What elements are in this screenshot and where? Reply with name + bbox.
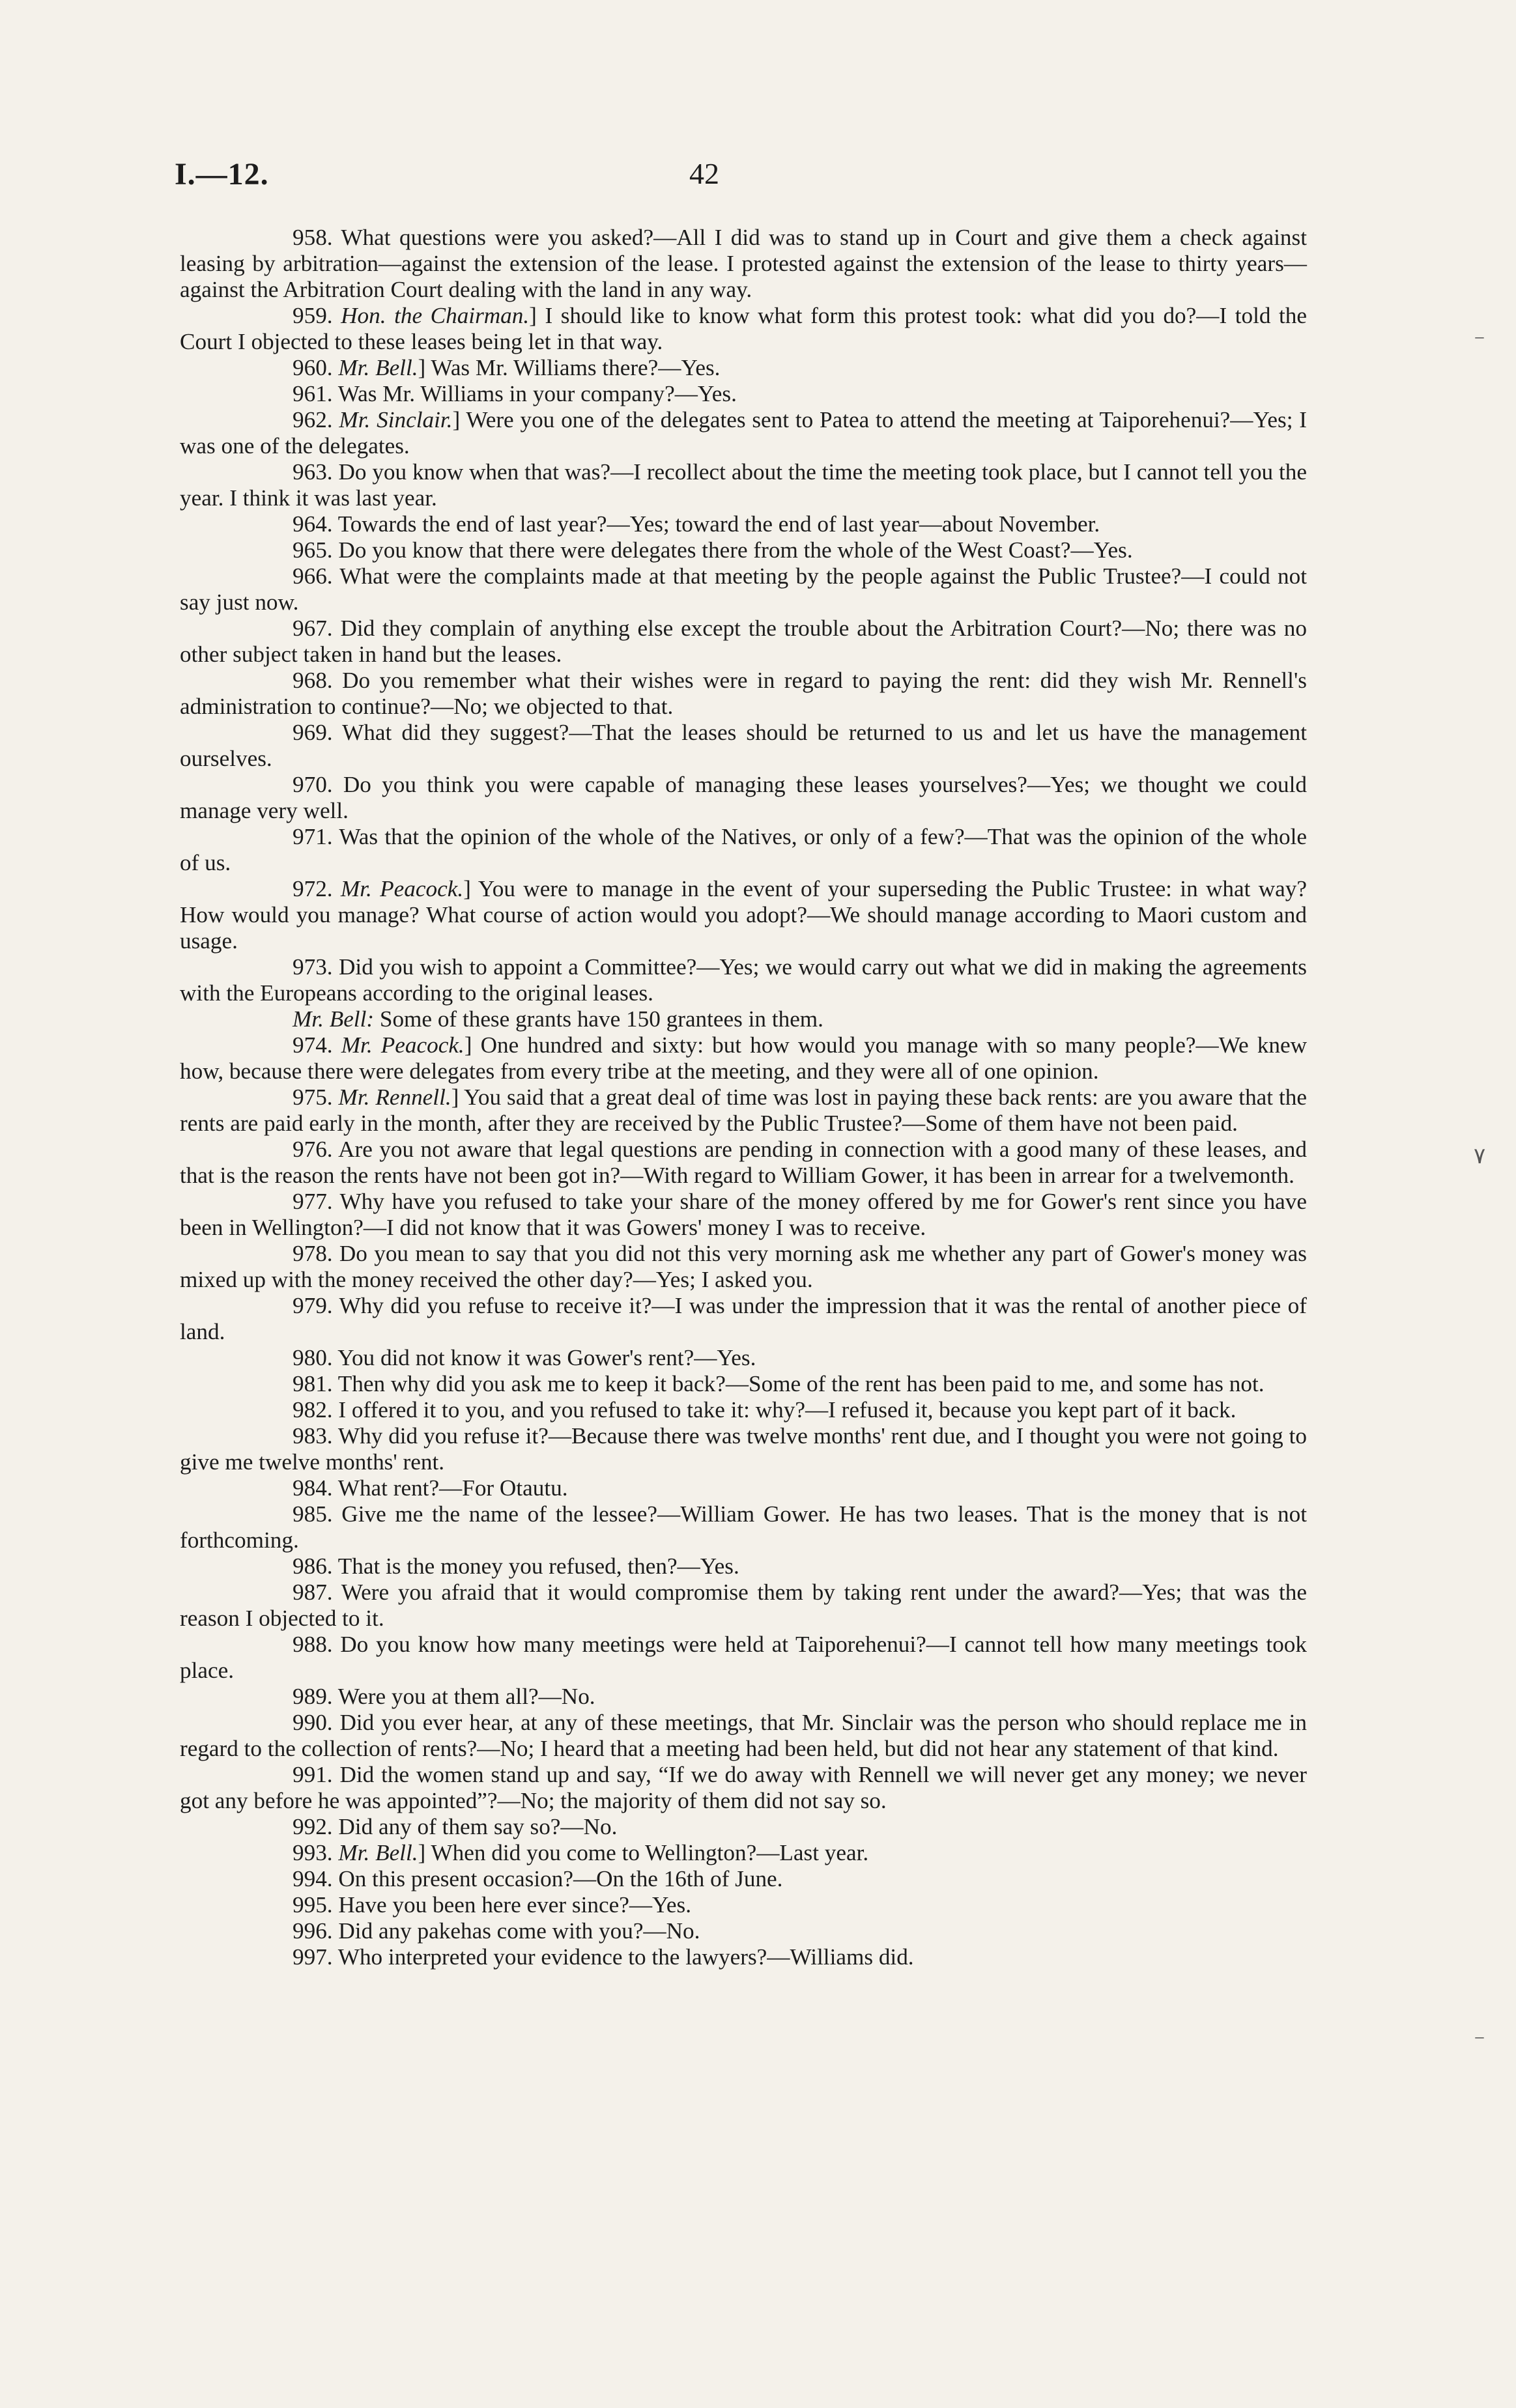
paragraph-text: 968. Do you remember what their wishes were in regard to paying the rent: did they wish Mr. Rennell's administration to continue?—No; we objected to that. [180,668,1307,719]
paragraph-text: 973. Did you wish to appoint a Committee?—Yes; we would carry out what we did in making the agreements with the Europeans according to the original leases. [180,954,1307,1006]
paragraph-text: ] I should like to know what form this protest took: what did you do?—I told the Court I objected to these leases being let in that way. [180,303,1308,354]
paragraph-text: 985. Give me the name of the lessee?—William Gower. He has two leases. That is the money that is not forthcoming. [180,1501,1307,1553]
paragraph [180,1241,1307,1293]
paragraph-text: 964. Towards the end of last year?—Yes; toward the end of last year—about November. [293,511,1100,537]
speaker-name: Mr. Sinclair. [339,407,453,432]
paragraph-text: 974. [293,1032,341,1058]
paragraph [180,1762,1307,1814]
paragraph-text: 970. Do you think you were capable of managing these leases yourselves?—Yes; we thought we could manage very well. [180,772,1307,823]
paragraph [180,616,1307,668]
paragraph-text: 963. Do you know when that was?—I recollect about the time the meeting took place, but I cannot tell you the year. I think it was last year. [180,459,1307,511]
paragraph-text: 960. [293,355,339,380]
paragraph-text: 984. What rent?—For Otautu. [293,1475,568,1501]
paragraph-text: 981. Then why did you ask me to keep it back?—Some of the rent has been paid to me, and some has not. [293,1371,1265,1396]
paragraph-text: 997. Who interpreted your evidence to the lawyers?—Williams did. [293,1944,914,1970]
paragraph [180,1866,1307,1892]
paragraph [180,459,1307,511]
paragraph-text: 969. What did they suggest?—That the leases should be returned to us and let us have the management ourselves. [180,720,1307,771]
paragraph-text: ] You were to manage in the event of your superseding the Public Trustee: in what way? How would you manage? What course of action would you adopt?—We should manage according to Maori custom and usage. [180,876,1307,954]
paragraph [180,1579,1307,1632]
paragraph [180,407,1307,459]
paragraph-text: 990. Did you ever hear, at any of these meetings, that Mr. Sinclair was the person who should replace me in regard to the collection of rents?—No; I heard that a meeting had been held, but did not hear any statement of that kind. [180,1710,1307,1761]
paragraph-text: ] Was Mr. Williams there?—Yes. [418,355,721,380]
paragraph [180,563,1307,616]
paragraph-text: 975. [293,1084,339,1110]
margin-mark: ⁻ [1474,330,1485,354]
speaker-name: Hon. the Chairman. [341,303,530,328]
paragraph-text: 976. Are you not aware that legal questions are pending in connection with a good many of these leases, and that is the reason the rents have not been got in?—With regard to William Gower, it has been in arrear for a twelvemonth. [180,1137,1307,1188]
paragraph-text: 959. [293,303,341,328]
paragraph [180,303,1307,355]
document-reference: I.—12. [175,157,269,191]
paragraph [180,537,1307,563]
paragraph [180,1501,1307,1553]
paragraph-text: 993. [293,1840,339,1865]
document-body [180,225,1307,1970]
paragraph [180,1918,1307,1944]
paragraph [180,1840,1307,1866]
paragraph-text: 986. That is the money you refused, then?—Yes. [293,1553,739,1579]
paragraph [180,1684,1307,1710]
paragraph [180,1137,1307,1189]
paragraph-text: ] Were you one of the delegates sent to Patea to attend the meeting at Taiporehenui?—Yes; I was one of the delegates. [180,407,1307,459]
paragraph-text: 980. You did not know it was Gower's rent?—Yes. [293,1345,756,1370]
paragraph [180,1006,1307,1032]
paragraph [180,1084,1307,1137]
speaker-name: Mr. Bell: [293,1006,375,1032]
paragraph-text: 982. I offered it to you, and you refused to take it: why?—I refused it, because you kept part of it back. [293,1397,1237,1423]
paragraph-text: 991. Did the women stand up and say, “If we do away with Rennell we will never get any money; we never got any before he was appointed”?—No; the majority of them did not say so. [180,1762,1307,1813]
paragraph-text: Some of these grants have 150 grantees in them. [374,1006,823,1032]
paragraph-text: 978. Do you mean to say that you did not this very morning ask me whether any part of Gower's money was mixed up with the money received the other day?—Yes; I asked you. [180,1241,1307,1292]
paragraph [180,1814,1307,1840]
paragraph [180,1293,1307,1345]
paragraph [180,1032,1307,1084]
paragraph-text: 995. Have you been here ever since?—Yes. [293,1892,692,1918]
paragraph-text: 992. Did any of them say so?—No. [293,1814,618,1839]
paragraph-text: 989. Were you at them all?—No. [293,1684,595,1709]
paragraph-text: 979. Why did you refuse to receive it?—I was under the impression that it was the rental of another piece of land. [180,1293,1307,1344]
margin-mark: ٧ [1474,1144,1486,1169]
paragraph [180,1371,1307,1397]
paragraph [180,225,1307,303]
paragraph [180,1892,1307,1918]
paragraph [180,668,1307,720]
paragraph-text: 987. Were you afraid that it would compromise them by taking rent under the award?—Yes; that was the reason I objected to it. [180,1579,1307,1631]
margin-mark: ⁻ [1474,2030,1485,2054]
paragraph [180,1710,1307,1762]
paragraph-text: ] One hundred and sixty: but how would you manage with so many people?—We knew how, because there were delegates from every tribe at the meeting, and they were all of one opinion. [180,1032,1308,1084]
speaker-name: Mr. Rennell. [338,1084,451,1110]
speaker-name: Mr. Peacock. [341,1032,465,1058]
paragraph-text: 971. Was that the opinion of the whole of the Natives, or only of a few?—That was the opinion of the whole of us. [180,824,1307,875]
paragraph-text: 966. What were the complaints made at that meeting by the people against the Public Trustee?—I could not say just now. [180,563,1307,615]
paragraph [180,381,1307,407]
paragraph [180,1553,1307,1579]
paragraph [180,1944,1307,1970]
paragraph [180,1632,1307,1684]
paragraph [180,954,1307,1006]
paragraph [180,1475,1307,1501]
paragraph [180,876,1307,954]
paragraph-text: 961. Was Mr. Williams in your company?—Yes. [293,381,737,406]
page-header [175,156,1308,208]
paragraph [180,772,1307,824]
paragraph-text: 972. [293,876,341,901]
speaker-name: Mr. Bell. [338,355,418,380]
paragraph-text: 967. Did they complain of anything else except the trouble about the Arbitration Court?—No; there was no other subject taken in hand but the leases. [180,616,1307,667]
speaker-name: Mr. Peacock. [340,876,464,901]
paragraph [180,355,1307,381]
paragraph-text: 983. Why did you refuse it?—Because there was twelve months' rent due, and I thought you were not going to give me twelve months' rent. [180,1423,1307,1475]
paragraph-text: 996. Did any pakehas come with you?—No. [293,1918,700,1944]
paragraph-text: ] You said that a great deal of time was lost in paying these back rents: are you aware that the rents are paid early in the month, after they are received by the Public Trustee?—Some of them have not been paid. [180,1084,1308,1136]
paragraph-text: 962. [293,407,339,432]
paragraph [180,824,1307,876]
paragraph-text: 994. On this present occasion?—On the 16th of June. [293,1866,783,1891]
paragraph-text: 977. Why have you refused to take your share of the money offered by me for Gower's rent since you have been in Wellington?—I did not know that it was Gowers' money I was to receive. [180,1189,1307,1240]
page-number: 42 [689,157,719,190]
speaker-name: Mr. Bell. [338,1840,418,1865]
paragraph [180,1345,1307,1371]
paragraph-text: 988. Do you know how many meetings were held at Taiporehenui?—I cannot tell how many meetings took place. [180,1632,1307,1683]
paragraph [180,1189,1307,1241]
paragraph-text: 958. What questions were you asked?—All I did was to stand up in Court and give them a check against leasing by arbitration—against the extension of the lease. I protested against the extension of the lease to thirty years—against the Arbitration Court dealing with the land in any way. [180,225,1307,302]
paragraph [180,1423,1307,1475]
paragraph-text: ] When did you come to Wellington?—Last year. [418,1840,869,1865]
paragraph [180,1397,1307,1423]
paragraph-text: 965. Do you know that there were delegates there from the whole of the West Coast?—Yes. [293,537,1133,563]
paragraph [180,720,1307,772]
paragraph [180,511,1307,537]
